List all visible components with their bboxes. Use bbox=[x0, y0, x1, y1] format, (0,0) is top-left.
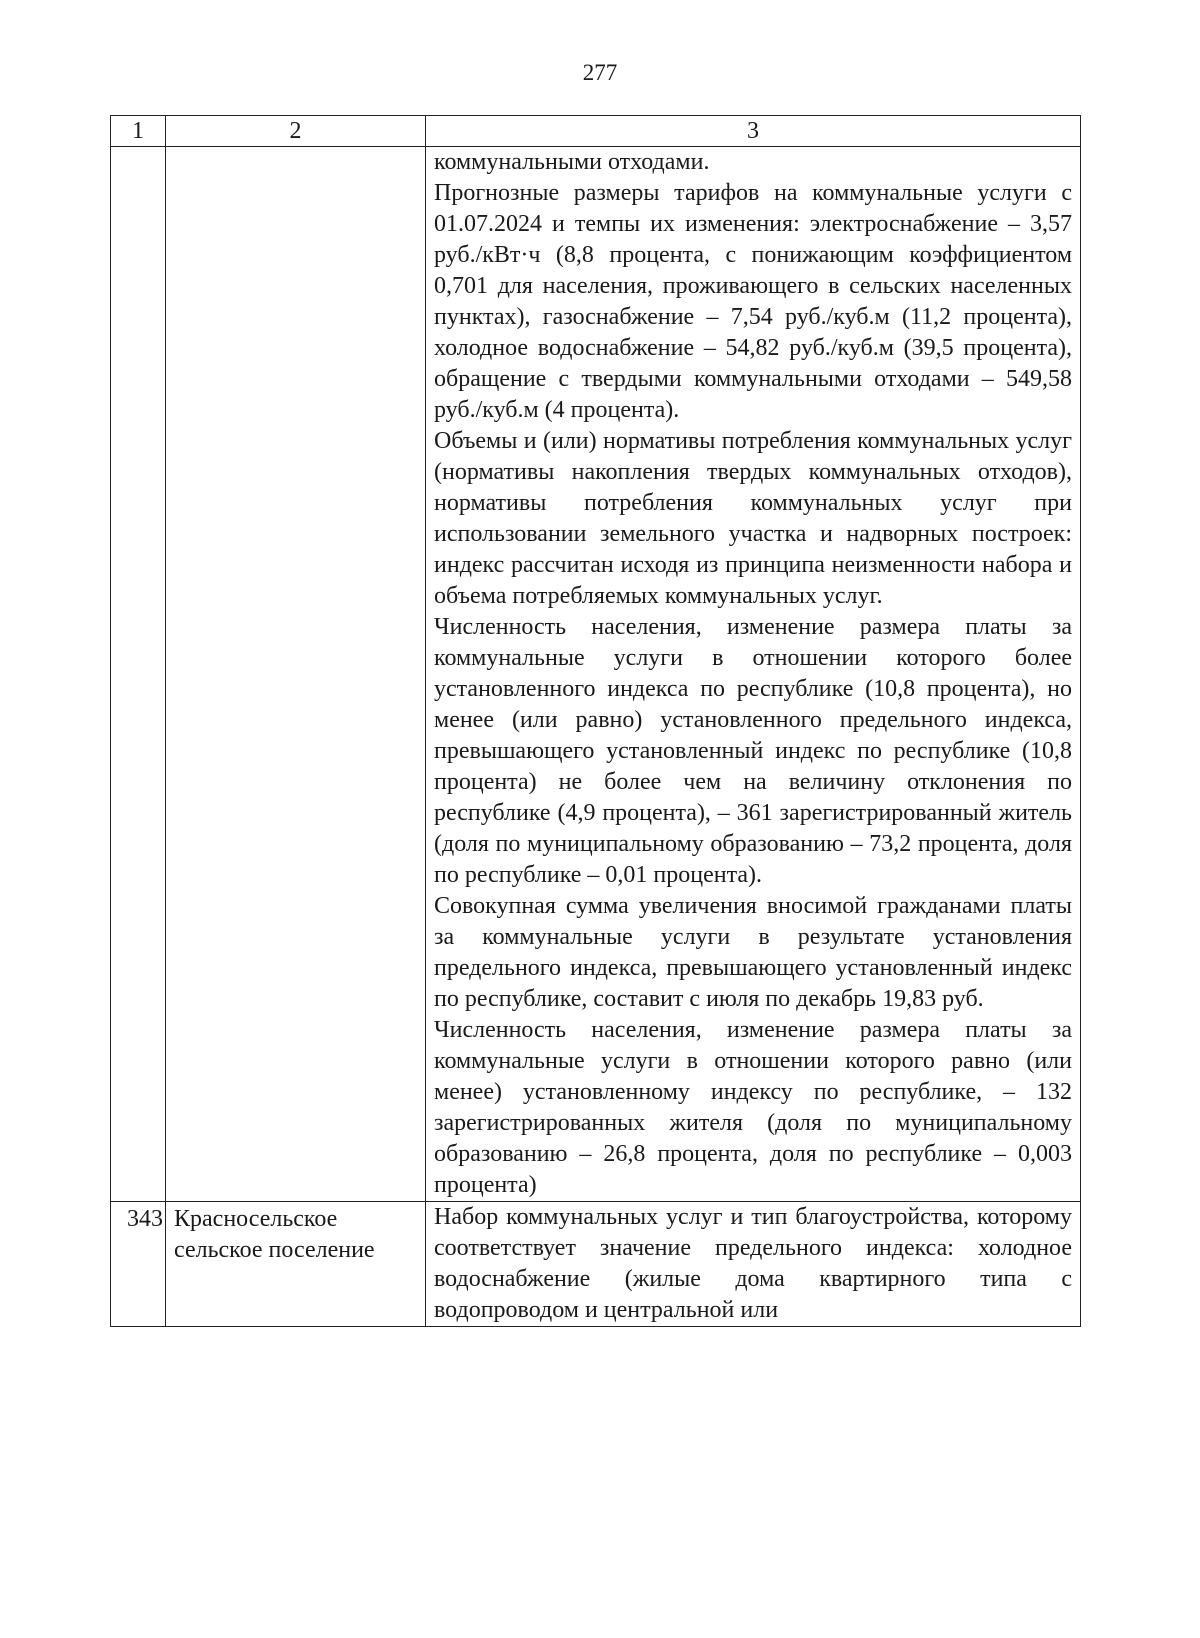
table-header-row bbox=[111, 116, 1081, 147]
paragraph-continuation: коммунальными отходами. bbox=[434, 149, 710, 175]
column-header-3: 3 bbox=[426, 116, 1081, 147]
paragraph-total-sum: Совокупная сумма увеличения вносимой гражданами платы за коммунальные услуги в результате установления предельного индекса, превышающего установленный индекс по республике, составит с июля по декабрь 19,83 руб. bbox=[434, 893, 1072, 1012]
row-number-cell bbox=[111, 147, 166, 1202]
paragraph-tariffs: Прогнозные размеры тарифов на коммунальные услуги с 01.07.2024 и темпы их изменения: электроснабжение – 3,57 руб./кВт·ч (8,8 процента, с понижающим коэффициентом 0,701 для населения, проживающего в сельских населенных пунктах), газоснабжение – 7,54 руб./куб.м (11,2 процента), холодное водоснабжение – 54,82 руб./куб.м (39,5 процента), обращение с твердыми коммунальными отходами – 549,58 руб./куб.м (4 процента). bbox=[434, 180, 1072, 423]
page-number: 277 bbox=[582, 60, 618, 85]
table-row-343 bbox=[111, 1202, 1081, 1327]
document-table bbox=[110, 115, 1081, 1327]
column-header-1: 1 bbox=[111, 116, 166, 147]
row-text-cell bbox=[426, 147, 1081, 1202]
paragraph-volumes: Объемы и (или) нормативы потребления коммунальных услуг (нормативы накопления твердых коммунальных отходов), нормативы потребления коммунальных услуг при использовании земельного участка и надворных построек: индекс рассчитан исходя из принципа неизменности набора и объема потребляемых коммунальных услуг. bbox=[434, 428, 1072, 609]
column-header-2: 2 bbox=[166, 116, 426, 147]
paragraph-services-set: Набор коммунальных услуг и тип благоустройства, которому соответствует значение предельного индекса: холодное водоснабжение (жилые дома квартирного типа с водопроводом и центральной или bbox=[434, 1204, 1072, 1323]
paragraph-population-above: Численность населения, изменение размера платы за коммунальные услуги в отношении которого более установленного индекса по республике (10,8 процента), но менее (или равно) установленного предельного индекса, превышающего установленный индекс по республике (10,8 процента) не более чем на величину отклонения по республике (4,9 процента), – 361 зарегистрированный житель (доля по муниципальному образованию – 73,2 процента, доля по республике – 0,01 процента). bbox=[434, 614, 1072, 888]
paragraph-population-below: Численность населения, изменение размера платы за коммунальные услуги в отношении которого равно (или менее) установленному индексу по республике, – 132 зарегистрированных жителя (доля по муниципальному образованию – 26,8 процента, доля по республике – 0,003 процента) bbox=[434, 1017, 1072, 1198]
row-text-cell bbox=[426, 1202, 1081, 1327]
municipality-name-cell: Красносельское сельское поселение bbox=[166, 1202, 426, 1327]
table-row-continuation bbox=[111, 147, 1081, 1202]
row-name-cell bbox=[166, 147, 426, 1202]
row-number-cell: 343 bbox=[111, 1202, 166, 1327]
